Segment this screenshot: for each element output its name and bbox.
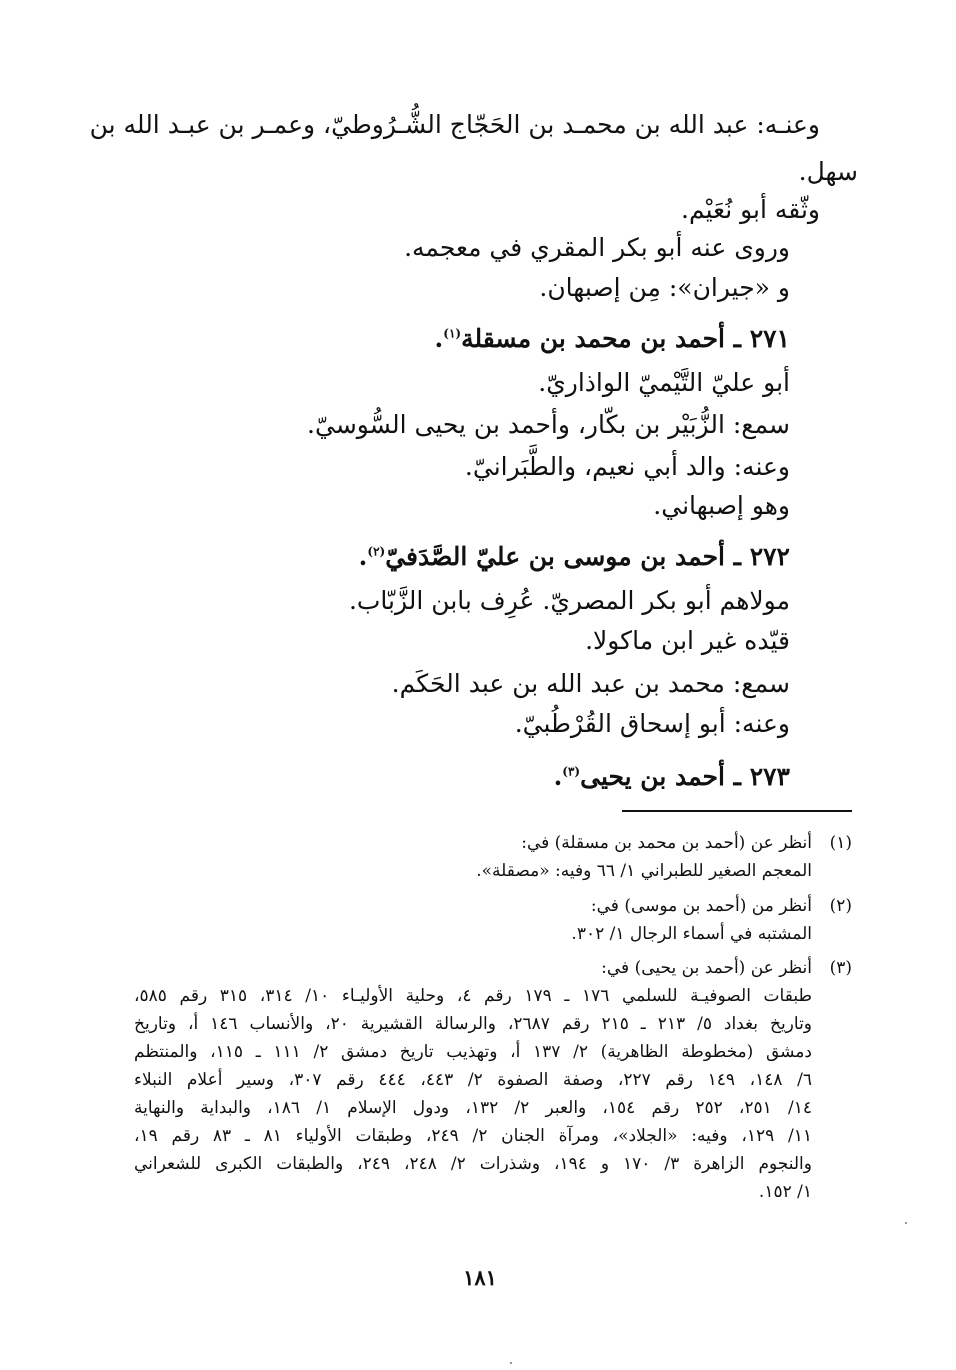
footnote-3-line-4: دمشق (مخطوطة الظاهرية) ٢/ ١٣٧ أ، وتهذيب تاريخ دمشق ٢/ ١١١ ـ ١١٥، والمنتظم [134, 1042, 812, 1062]
footnote-marker-1: (١) [443, 326, 462, 341]
footnote-3-text: أنظر عن (أحمد بن يحيى) في: [601, 958, 812, 978]
entry-272-heading [359, 540, 790, 574]
entry-271-heading-end: . [434, 324, 444, 353]
scan-speck [510, 1362, 512, 1364]
footnote-marker-3: (٣) [562, 764, 581, 779]
entry-272-heading-end: . [358, 542, 368, 571]
body-line-5: و «جيران»: مِن إصبهان. [539, 273, 790, 302]
footnote-3-line-6: ١٤/ ٢٥١، ٢٥٢ رقم ١٥٤، والعبر ٢/ ١٣٢، ودول الإسلام ١/ ١٨٦، والبداية والنهاية [134, 1098, 812, 1118]
entry-273-heading-text: ٢٧٣ ـ أحمد بن يحيى [580, 762, 790, 791]
footnote-separator [622, 810, 852, 812]
footnote-3-line-3: وتاريخ بغداد ٥/ ٢١٣ ـ ٢١٥ رقم ٢٦٨٧، والرسالة القشيرية ٢٠، والأنساب ١٤٦ أ، وتاريخ [134, 1014, 813, 1034]
footnote-3-line-2: طبقات الصوفيـة للسلمي ١٧٦ ـ ١٧٩ رقم ٤، وحلية الأوليـاء ١٠/ ٣١٤، ٣١٥ رقم ٥٨٥، [134, 986, 812, 1006]
footnote-3-line-5: ٦/ ١٤٨، ١٤٩ رقم ٢٢٧، وصفة الصفوة ٢/ ٤٤٣، ٤٤٤ رقم ٣٠٧، وسير أعلام النبلاء [134, 1070, 812, 1090]
footnote-1-text: أنظر عن (أحمد بن محمد بن مسقلة) في: [521, 833, 812, 853]
entry-271-line-2: سمع: الزُّبَيْر بن بكّار، وأحمد بن يحيى السُّوسيّ. [307, 410, 790, 439]
page-number: ١٨١ [463, 1265, 497, 1290]
footnote-marker-2: (٢) [367, 544, 386, 559]
footnote-2-text: أنظر من (أحمد بن موسى) في: [590, 896, 812, 916]
entry-272-line-2: قيّده غير ابن ماكولا. [585, 626, 790, 655]
footnote-3-line-8: والنجوم الزاهرة ٣/ ١٧٠ و ١٩٤، وشذرات ٢/ ٢٤٨، ٢٤٩، والطبقات الكبرى للشعراني [134, 1154, 812, 1174]
body-line-2: سهل. [798, 157, 858, 186]
footnote-1-line-1 [521, 830, 852, 856]
entry-272-line-4: وعنه: أبو إسحاق القُرْطُبيّ. [514, 709, 790, 738]
footnote-3-number: (٣) [829, 958, 852, 978]
entry-271-heading [435, 322, 790, 356]
footnote-2-number: (٢) [829, 896, 852, 916]
footnote-3-line-1 [601, 955, 852, 981]
entry-273-heading [554, 760, 790, 794]
entry-271-heading-text: ٢٧١ ـ أحمد بن محمد بن مسقلة [461, 324, 790, 353]
footnote-3-line-7: ١١/ ١٢٩، وفيه: «الجلاد»، ومرآة الجنان ٢/ ٢٤٩، وطبقات الأولياء ٨١ ـ ٨٣ رقم ١٩، [134, 1126, 812, 1146]
scan-speck [905, 1222, 907, 1224]
body-line-3: وثّقه أبو نُعَيْم. [681, 195, 820, 224]
entry-272-line-1: مولاهم أبو بكر المصريّ. عُرِف بابن الزَّبّاب. [348, 586, 790, 615]
entry-272-line-3: سمع: محمد بن عبد الله بن عبد الحَكَم. [391, 669, 790, 698]
entry-272-heading-text: ٢٧٢ ـ أحمد بن موسى بن عليّ الصَّدَفيّ [385, 542, 790, 571]
entry-271-line-1: أبو عليّ التَّيْميّ الواذاريّ. [538, 368, 790, 397]
entry-271-line-4: وهو إصبهاني. [653, 491, 790, 520]
footnote-3-line-9: ١/ ١٥٢. [758, 1182, 812, 1202]
body-line-1: وعنـه: عبد الله بن محمـد بن الحَجّاج الشُّـرُوطيّ، وعمـر بن عبـد الله بن [89, 110, 820, 139]
footnote-1-number: (١) [829, 833, 852, 853]
body-line-4: وروى عنه أبو بكر المقري في معجمه. [404, 233, 790, 262]
entry-271-line-3: وعنه: والد أبي نعيم، والطَّبَرانيّ. [464, 452, 790, 481]
footnote-2-line-1 [591, 893, 852, 919]
footnote-2-line-2: المشتبه في أسماء الرجال ١/ ٣٠٢. [571, 924, 812, 944]
footnote-1-line-2: المعجم الصغير للطبراني ١/ ٦٦ وفيه: «مصقلة». [476, 861, 812, 881]
entry-273-heading-end: . [553, 762, 563, 791]
